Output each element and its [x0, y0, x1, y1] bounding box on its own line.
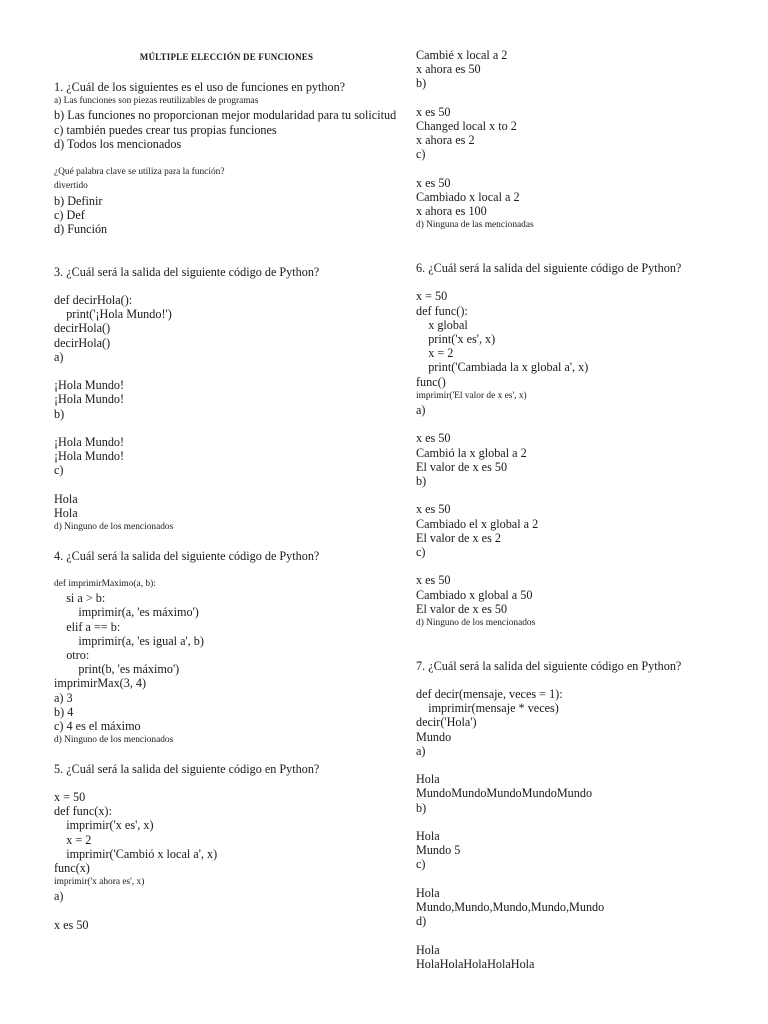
option-line: ¡Hola Mundo!	[54, 392, 125, 407]
option-line: Hola	[416, 829, 440, 843]
option-line: ¡Hola Mundo!	[54, 449, 125, 464]
question-1-text: 1. ¿Cuál de los siguientes es el uso de funciones en python?	[54, 80, 346, 94]
question-5-continued	[416, 48, 746, 233]
option-label: a)	[416, 743, 426, 758]
option-line: Cambiado x local a 2	[416, 190, 520, 204]
option-line: Cambié x local a 2	[416, 48, 508, 62]
question-2-option-a: divertido	[54, 181, 88, 192]
code-line: def func():	[416, 303, 468, 318]
option-line: x es 50	[416, 431, 451, 446]
option-label: d)	[416, 914, 427, 929]
option-label: c)	[416, 857, 426, 872]
option-line: x ahora es 100	[416, 204, 487, 219]
option-line: Hola	[54, 491, 78, 506]
option-line: Cambió la x global a 2	[416, 445, 527, 460]
question-7-text: 7. ¿Cuál será la salida del siguiente código en Python?	[416, 658, 682, 673]
option-line: Cambiado x global a 50	[416, 587, 533, 602]
option-line: x es 50	[416, 573, 451, 588]
code-line: imprimirMax(3, 4)	[54, 676, 147, 691]
question-1-option-d: d) Todos los mencionados	[54, 136, 182, 151]
right-column	[416, 48, 746, 971]
code-line: def func(x):	[54, 804, 112, 819]
option-line: Changed local x to 2	[416, 119, 517, 133]
question-6-text: 6. ¿Cuál será la salida del siguiente código de Python?	[416, 261, 682, 275]
code-line: x = 2	[54, 832, 92, 847]
option-label: a)	[54, 889, 64, 904]
option-line: Mundo 5	[416, 843, 461, 858]
question-3	[54, 265, 399, 535]
code-line: imprimir('x es', x)	[54, 818, 154, 833]
code-line: print('¡Hola Mundo!')	[54, 307, 172, 322]
code-line: print(b, 'es máximo')	[54, 662, 180, 677]
option-line: x ahora es 50	[416, 62, 481, 77]
code-line: elif a == b:	[54, 619, 121, 634]
code-line: decirHola()	[54, 335, 111, 350]
question-3-text: 3. ¿Cuál será la salida del siguiente código de Python?	[54, 264, 320, 279]
code-line: x global	[416, 317, 468, 332]
option-line: x ahora es 2	[416, 133, 475, 148]
document-title: MÚLTIPLE ELECCIÓN DE FUNCIONES	[139, 52, 314, 62]
question-1-option-b: b) Las funciones no proporcionan mejor modularidad para tu solicitud	[54, 108, 397, 123]
option-label: a)	[54, 349, 64, 364]
question-4-option-b: b) 4	[54, 704, 74, 719]
option-label: a)	[416, 403, 426, 418]
code-line: def decirHola():	[54, 293, 133, 307]
question-3-option-d: d) Ninguno de los mencionados	[54, 522, 174, 533]
code-line: imprimir(a, 'es igual a', b)	[54, 633, 204, 648]
question-2-option-c: c) Def	[54, 207, 85, 222]
code-line: imprimir('Cambió x local a', x)	[54, 846, 218, 861]
option-line: El valor de x es 50	[416, 601, 508, 616]
code-line: decir('Hola')	[416, 715, 477, 730]
question-5-option-d: d) Ninguna de las mencionadas	[416, 220, 534, 231]
code-line: imprimir('x ahora es', x)	[54, 877, 145, 888]
question-4-option-c: c) 4 es el máximo	[54, 719, 141, 734]
question-5-text: 5. ¿Cuál será la salida del siguiente código en Python?	[54, 761, 320, 776]
question-2-option-d: d) Función	[54, 222, 108, 237]
option-line: Hola	[54, 506, 78, 520]
option-line: Hola	[416, 942, 440, 957]
code-line: Mundo	[416, 729, 452, 744]
question-1-option-c: c) también puedes crear tus propias funciones	[54, 122, 277, 137]
option-label: b)	[416, 76, 427, 91]
option-line: x es 50	[416, 104, 451, 119]
code-line: otro:	[54, 648, 90, 662]
question-2-text: ¿Qué palabra clave se utiliza para la función?	[54, 167, 225, 178]
question-4	[54, 549, 399, 748]
code-line: imprimir(mensaje * veces)	[416, 701, 559, 716]
question-1	[54, 80, 399, 151]
code-line: func()	[416, 374, 446, 389]
option-line: Cambiado el x global a 2	[416, 516, 539, 531]
option-label: c)	[416, 545, 426, 560]
option-line: Hola	[416, 885, 440, 900]
code-line: si a > b:	[54, 591, 106, 606]
code-line: x = 2	[416, 346, 454, 361]
code-line: func(x)	[54, 861, 90, 876]
left-column	[54, 48, 399, 932]
question-6-option-d: d) Ninguno de los mencionados	[416, 618, 536, 629]
option-line: ¡Hola Mundo!	[54, 435, 125, 449]
option-label: b)	[416, 800, 427, 815]
question-2	[54, 165, 399, 236]
code-line: decirHola()	[54, 321, 111, 336]
option-label: b)	[416, 474, 427, 489]
option-line: x es 50	[54, 917, 89, 932]
option-line: Hola	[416, 772, 440, 787]
code-line: x = 50	[416, 289, 448, 304]
option-label: c)	[54, 463, 64, 478]
option-line: Mundo,Mundo,Mundo,Mundo,Mundo	[416, 900, 605, 914]
code-line: imprimir('El valor de x es', x)	[416, 390, 527, 401]
question-1-option-a: a) Las funciones son piezas reutilizables de programas	[54, 96, 259, 107]
question-2-option-b: b) Definir	[54, 193, 103, 208]
option-line: HolaHolaHolaHolaHola	[416, 956, 535, 971]
question-4-option-d: d) Ninguno de los mencionados	[54, 735, 174, 746]
option-line: x es 50	[416, 175, 451, 190]
code-line: imprimir(a, 'es máximo')	[54, 605, 199, 620]
question-4-text: 4. ¿Cuál será la salida del siguiente código de Python?	[54, 548, 320, 563]
option-line: MundoMundoMundoMundoMundo	[416, 786, 593, 801]
option-line: ¡Hola Mundo!	[54, 378, 125, 393]
code-line: def imprimirMaximo(a, b):	[54, 578, 156, 589]
code-line: def decir(mensaje, veces = 1):	[416, 687, 563, 701]
question-4-option-a: a) 3	[54, 690, 73, 705]
code-line: print('Cambiada la x global a', x)	[416, 360, 589, 375]
option-label: b)	[54, 406, 65, 421]
option-line: El valor de x es 50	[416, 459, 508, 474]
question-7	[416, 659, 746, 971]
question-6	[416, 261, 746, 630]
option-line: El valor de x es 2	[416, 530, 501, 545]
question-5	[54, 762, 399, 932]
code-line: print('x es', x)	[416, 332, 496, 346]
code-line: x = 50	[54, 790, 86, 804]
option-label: c)	[416, 147, 426, 162]
option-line: x es 50	[416, 502, 451, 517]
